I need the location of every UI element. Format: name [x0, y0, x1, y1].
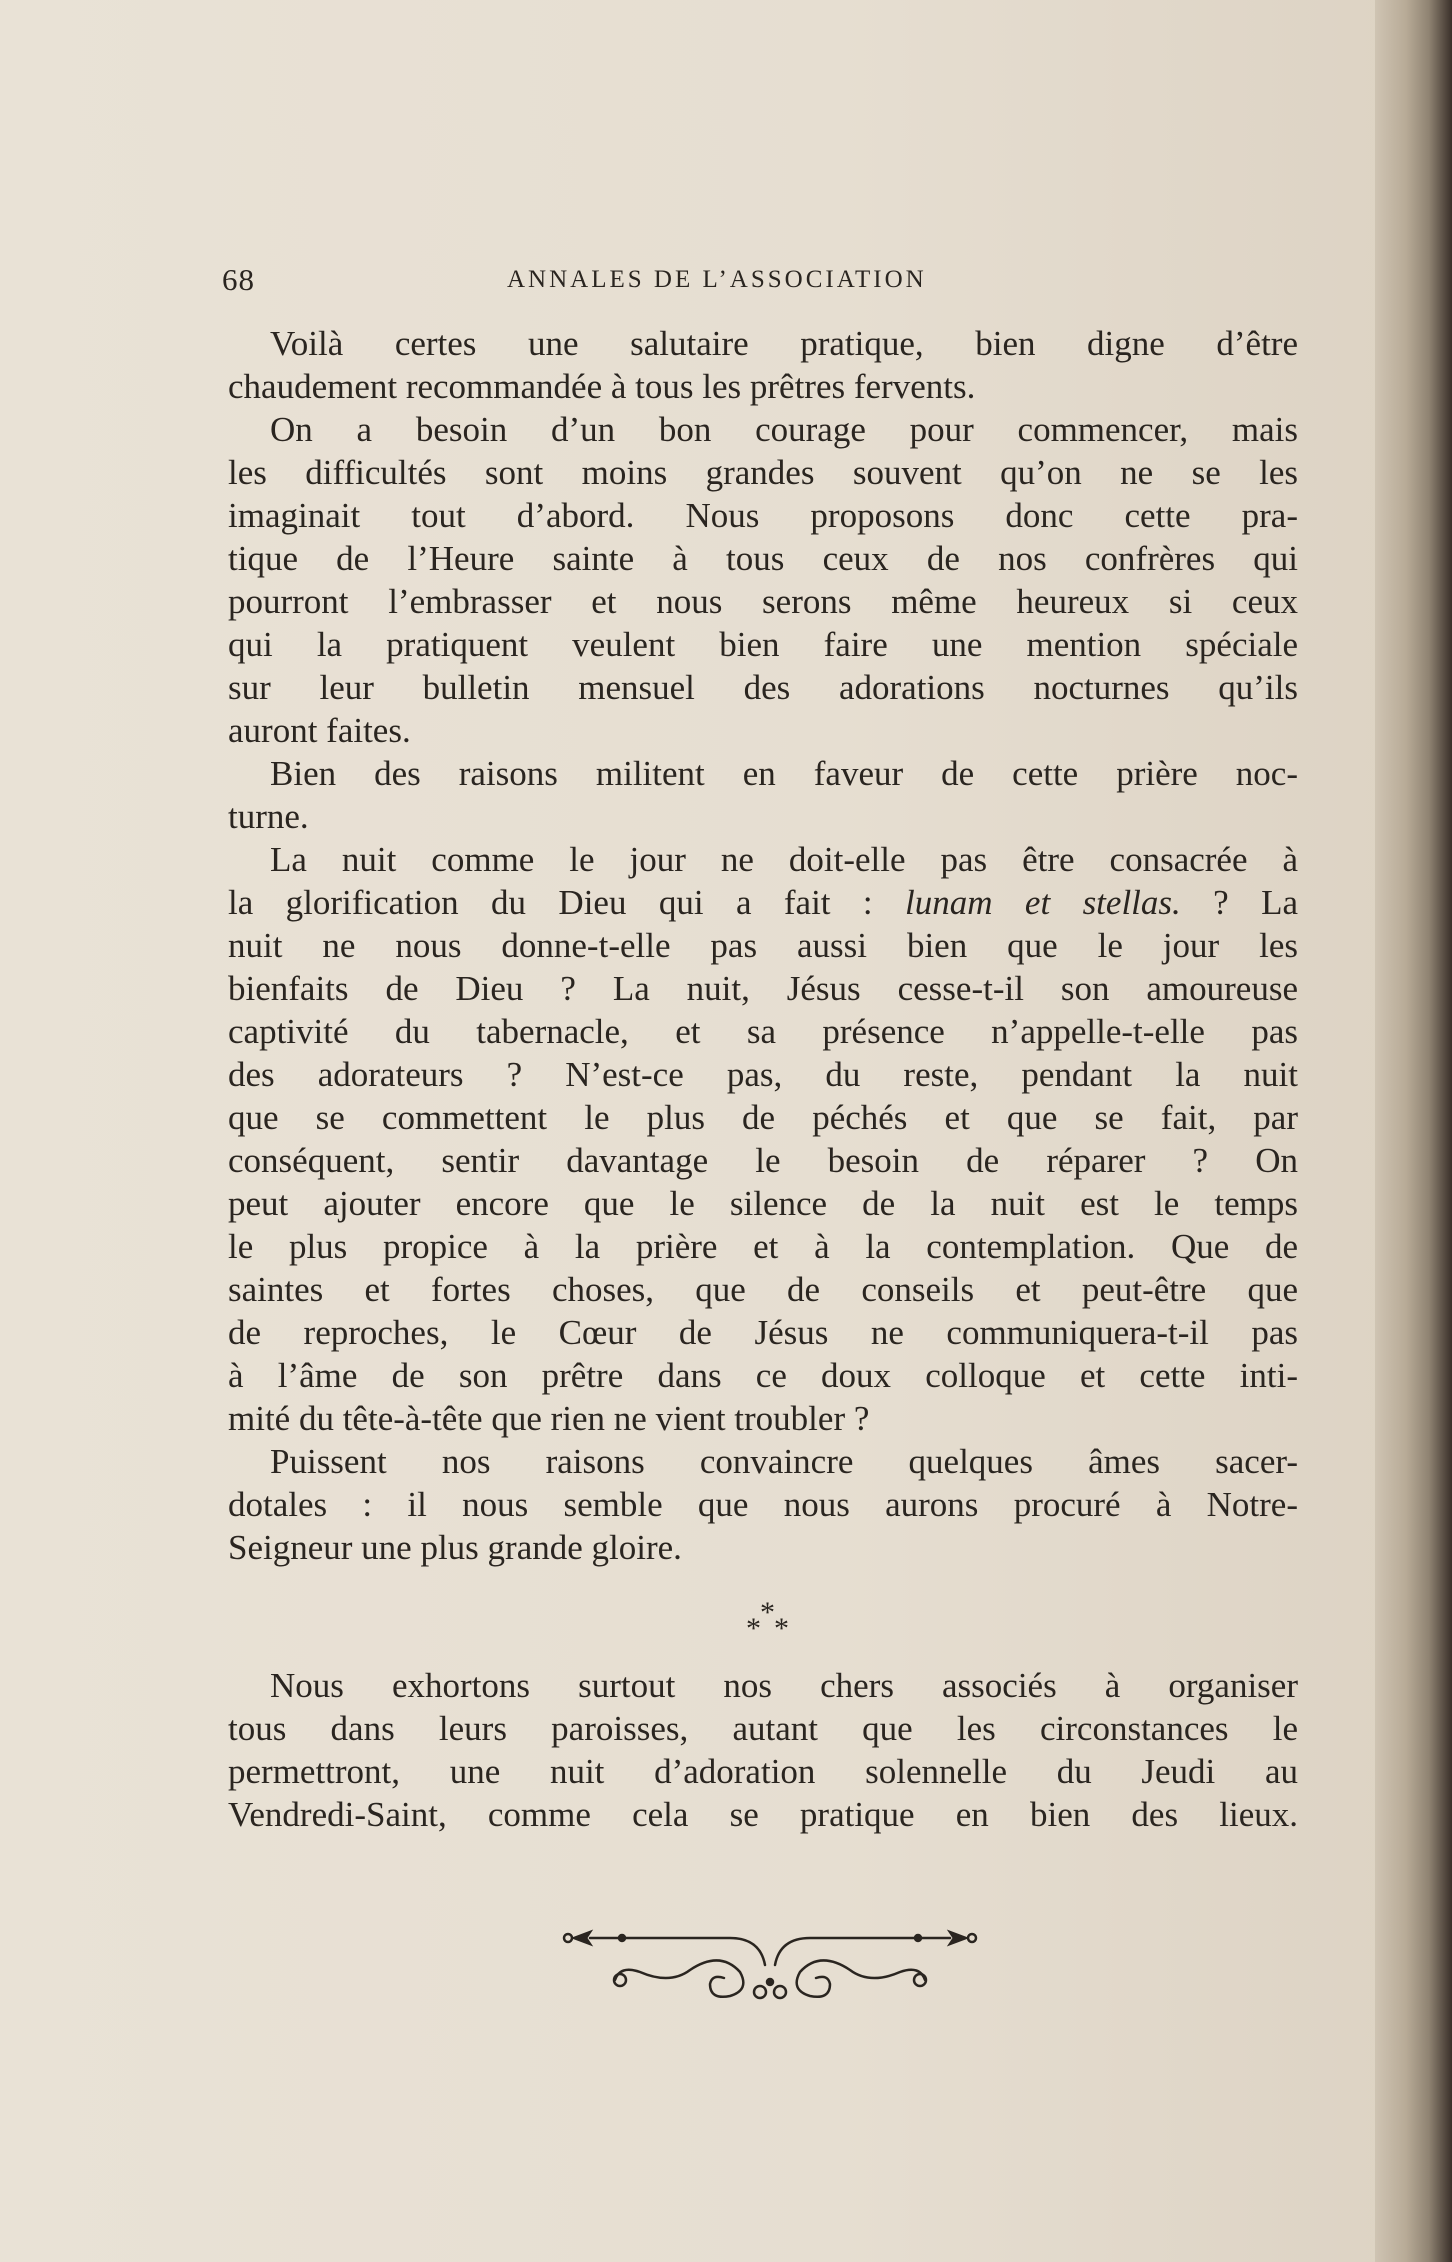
text-line: Vendredi-Saint, comme cela se pratique en bien des lieux. [228, 1795, 1298, 1834]
text-line: que se commettent le plus de péchés et que se fait, par [228, 1098, 1298, 1137]
text-line: tous dans leurs paroisses, autant que les circonstances le [228, 1709, 1298, 1748]
text-line: captivité du tabernacle, et sa présence n’appelle-t-elle pas [228, 1012, 1298, 1051]
text-line: turne. [228, 797, 309, 836]
body-text [228, 322, 1298, 1569]
text-line: Seigneur une plus grande gloire. [228, 1528, 682, 1567]
text-line: conséquent, sentir davantage le besoin de réparer ? On [228, 1141, 1298, 1180]
text-line: qui la pratiquent veulent bien faire une mention spéciale [228, 625, 1298, 664]
asterisk: * [760, 1596, 775, 1629]
text-line: tique de l’Heure sainte à tous ceux de nos confrères qui [228, 539, 1298, 578]
text-line: Nous exhortons surtout nos chers associés à organiser [270, 1666, 1298, 1705]
text-line: bienfaits de Dieu ? La nuit, Jésus cesse-t-il son amoureuse [228, 969, 1298, 1008]
asterism [728, 1596, 808, 1650]
text-line: imaginait tout d’abord. Nous proposons donc cette pra- [228, 496, 1298, 535]
text-line: de reproches, le Cœur de Jésus ne communiquera-t-il pas [228, 1313, 1298, 1352]
latin-quote: lunam et stellas. [905, 883, 1181, 922]
text-line: sur leur bulletin mensuel des adorations nocturnes qu’ils [228, 668, 1298, 707]
text-line: le plus propice à la prière et à la contemplation. Que de [228, 1227, 1298, 1266]
text-line: Voilà certes une salutaire pratique, bien digne d’être [270, 324, 1298, 363]
text-line: Puissent nos raisons convaincre quelques âmes sacer- [270, 1442, 1298, 1481]
tailpiece-flourish-icon [560, 1910, 980, 2020]
text-segment: la glorification du Dieu qui a fait : [228, 883, 873, 922]
running-title: ANNALES DE L’ASSOCIATION [507, 266, 927, 293]
text-line: Bien des raisons militent en faveur de cette prière noc- [270, 754, 1298, 793]
book-spine-edge [1375, 0, 1452, 2262]
text-line: auront faites. [228, 711, 411, 750]
text-line: chaudement recommandée à tous les prêtres fervents. [228, 367, 976, 406]
text-line: permettront, une nuit d’adoration solennelle du Jeudi au [228, 1752, 1298, 1791]
page-number: 68 [222, 262, 255, 297]
text-line: mité du tête-à-tête que rien ne vient troubler ? [228, 1399, 870, 1438]
text-line-mixed [228, 881, 1298, 924]
running-head [222, 262, 1302, 302]
text-line: nuit ne nous donne-t-elle pas aussi bien que le jour les [228, 926, 1298, 965]
text-line: On a besoin d’un bon courage pour commencer, mais [270, 410, 1298, 449]
text-line: des adorateurs ? N’est-ce pas, du reste, pendant la nuit [228, 1055, 1298, 1094]
text-line: pourront l’embrasser et nous serons même heureux si ceux [228, 582, 1298, 621]
text-line: à l’âme de son prêtre dans ce doux colloque et cette inti- [228, 1356, 1298, 1395]
asterisk: * [774, 1612, 789, 1645]
text-line: dotales : il nous semble que nous aurons procuré à Notre- [228, 1485, 1298, 1524]
closing-paragraph [228, 1664, 1298, 1836]
text-segment: ? La [1213, 883, 1298, 922]
text-line: les difficultés sont moins grandes souvent qu’on ne se les [228, 453, 1298, 492]
asterisk: * [746, 1612, 761, 1645]
text-line: saintes et fortes choses, que de conseils et peut-être que [228, 1270, 1298, 1309]
text-line: La nuit comme le jour ne doit-elle pas être consacrée à [270, 840, 1298, 879]
text-line: peut ajouter encore que le silence de la nuit est le temps [228, 1184, 1298, 1223]
